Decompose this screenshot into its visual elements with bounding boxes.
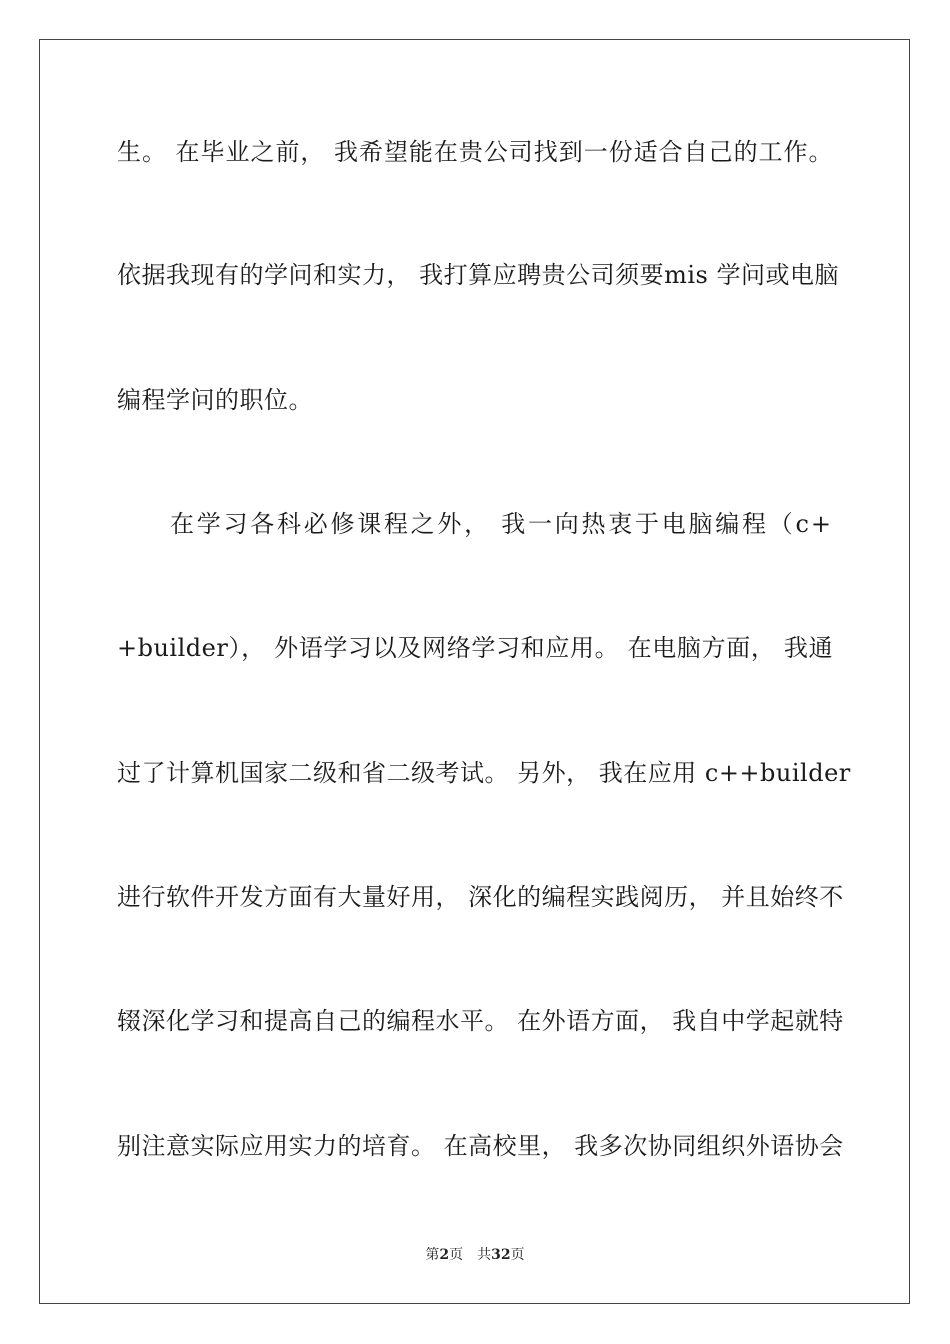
page-border [39, 39, 910, 1304]
text-line-7: 进行软件开发方面有大量好用， 深化的编程实践阅历， 并且始终不 [117, 883, 844, 911]
total-prefix: 共 [477, 1247, 492, 1263]
text-line-8: 辍深化学习和提高自己的编程水平。 在外语方面， 我自中学起就特 [117, 1007, 844, 1035]
page-total: 32 [491, 1247, 511, 1263]
text-line-5: +builder）， 外语学习以及网络学习和应用。 在电脑方面， 我通 [117, 634, 833, 662]
text-line-3: 编程学问的职位。 [117, 386, 313, 414]
text-line-1: 生。 在毕业之前， 我希望能在贵公司找到一份适合自己的工作。 [117, 138, 833, 166]
text-line-6: 过了计算机国家二级和省二级考试。 另外， 我在应用 c++builder [117, 759, 851, 787]
text-line-2: 依据我现有的学问和实力， 我打算应聘贵公司须要mis 学问或电脑 [117, 261, 840, 289]
page-footer [0, 1246, 950, 1264]
page-unit: 页 [449, 1247, 464, 1263]
paragraph-first-line: 在学习各科必修课程之外， 我一向热衷于电脑编程（c+ [170, 510, 833, 538]
text-line-9: 别注意实际应用实力的培育。 在高校里， 我多次协同组织外语协会 [117, 1132, 844, 1160]
total-unit: 页 [510, 1247, 525, 1263]
page-number: 2 [439, 1247, 450, 1263]
page-prefix: 第 [425, 1247, 440, 1263]
